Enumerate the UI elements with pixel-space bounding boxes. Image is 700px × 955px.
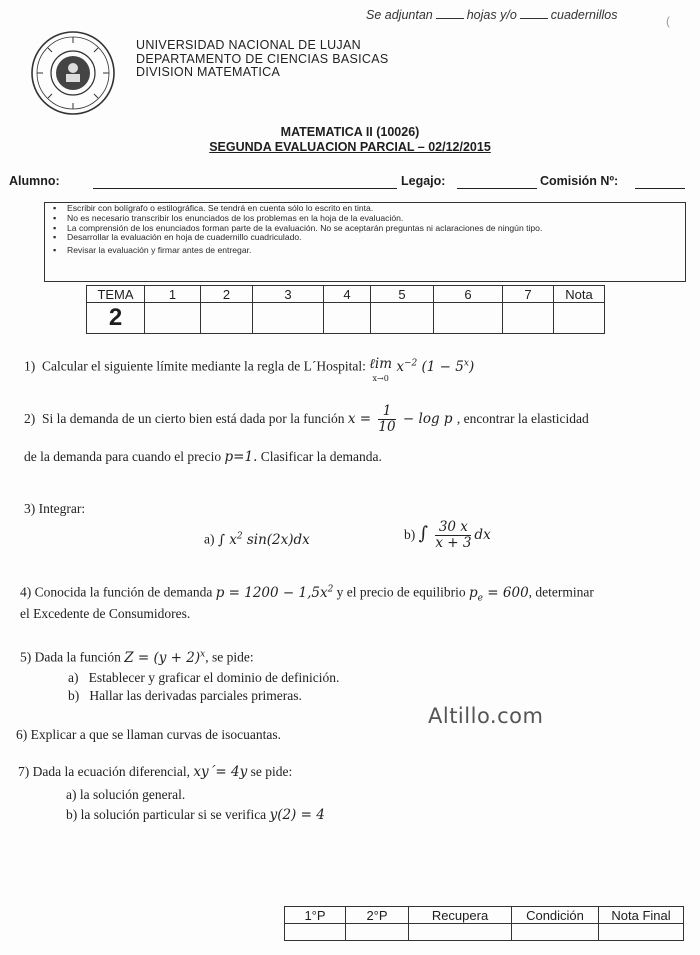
- question-2: 2) Si la demanda de un cierto bien está dada por la función x = $\frac{1}{10}$ − log p , encontrar la elasticidad: [24, 403, 589, 435]
- exam-title: MATEMATICA II (10026): [280, 125, 420, 139]
- grade-header-cell: Nota: [554, 286, 605, 303]
- final-grades-table: [284, 906, 684, 941]
- grade-cell[interactable]: [503, 303, 554, 334]
- grade-header-cell: 2: [201, 286, 253, 303]
- comision-field[interactable]: [635, 174, 685, 189]
- attachments-note: Se adjuntan hojas y/o cuadernillos: [366, 8, 618, 22]
- question-5: 5) Dada la función $Z = (y + 2)^x$, se pide:: [20, 649, 254, 666]
- final-table-values: [285, 924, 684, 941]
- instructions-box: [44, 202, 686, 282]
- final-header-cell: Recupera: [409, 907, 512, 924]
- grade-table-header: [87, 286, 605, 303]
- grade-cell[interactable]: [201, 303, 253, 334]
- final-header-cell: 1°P: [285, 907, 346, 924]
- grade-table-values: [87, 303, 605, 334]
- grade-header-cell: 7: [503, 286, 554, 303]
- final-cell[interactable]: [346, 924, 409, 941]
- final-cell[interactable]: [285, 924, 346, 941]
- grade-cell[interactable]: [324, 303, 371, 334]
- instruction-item: ▪ Escribir con bolígrafo o estilográfica. Se tendrá en cuenta sólo lo escrito en tinta.: [49, 204, 681, 214]
- grade-cell[interactable]: [434, 303, 503, 334]
- final-header-cell: Condición: [512, 907, 599, 924]
- final-cell[interactable]: [599, 924, 684, 941]
- question-7a: a) la solución general.: [66, 787, 186, 802]
- corner-mark: (: [666, 14, 670, 28]
- final-table-header: [285, 907, 684, 924]
- grade-header-cell: 4: [324, 286, 371, 303]
- fraction: $\frac{1}{10}$: [378, 403, 396, 435]
- legajo-label: Legajo:: [401, 174, 446, 188]
- question-5b: b) Hallar las derivadas parciales primeras.: [68, 688, 302, 703]
- limit-expression: ℓim x→0 $x^{-2}$ $(1 - 5^x)$: [369, 356, 475, 383]
- question-3: 3) Integrar:: [24, 501, 86, 516]
- question-3a: a) ∫ $x^2$ sin(2x)dx: [204, 531, 310, 548]
- department-name: DEPARTAMENTO DE CIENCIAS BASICAS: [136, 51, 389, 66]
- question-1: 1) Calcular el siguiente límite mediante la regla de L´Hospital: ℓim x→0 $x^{-2}$ $(1 - 5^x)$: [24, 356, 475, 383]
- legajo-field[interactable]: [457, 174, 537, 189]
- grade-cell[interactable]: [554, 303, 605, 334]
- question-4: 4) Conocida la función de demanda $p = 1200 - 1,5x^2$ y el precio de equilibrio $p_e = 600$, determinar: [20, 584, 594, 604]
- question-6: 6) Explicar a que se llaman curvas de isocuantas.: [16, 727, 282, 742]
- institution-header: [136, 39, 388, 80]
- question-5a: a) Establecer y graficar el dominio de definición.: [68, 670, 340, 685]
- comision-label: Comisión Nº:: [540, 174, 619, 188]
- question-3b: b) ∫ $\frac{30 x}{x + 3}$ dx: [404, 519, 491, 551]
- tema-number: 2: [87, 303, 145, 334]
- instruction-item: ▪ No es necesario transcribir los enunciados de los problemas en la hoja de la evaluación.: [49, 214, 681, 224]
- university-seal-icon: [30, 30, 116, 116]
- watermark: Altillo.com: [428, 704, 544, 728]
- final-cell[interactable]: [409, 924, 512, 941]
- exam-subtitle: SEGUNDA EVALUACION PARCIAL – 02/12/2015: [209, 140, 491, 154]
- grade-cell[interactable]: [371, 303, 434, 334]
- instruction-item: ▪ La comprensión de los enunciados forman parte de la evaluación. No se aceptarán preguntas ni aclaraciones de ningún tipo.: [49, 224, 681, 234]
- fraction: $\frac{30 x}{x + 3}$: [435, 519, 472, 551]
- division-name: DIVISION MATEMATICA: [136, 65, 281, 79]
- final-cell[interactable]: [512, 924, 599, 941]
- instruction-item: ▪ Desarrollar la evaluación en hoja de cuadernillo cuadriculado.: [49, 233, 681, 243]
- alumno-field[interactable]: [93, 174, 397, 189]
- grade-table: [86, 285, 605, 334]
- question-2-continued: de la demanda para cuando el precio p=1. Clasificar la demanda.: [24, 449, 382, 465]
- grade-header-cell: 1: [145, 286, 201, 303]
- grade-header-cell: TEMA: [87, 286, 145, 303]
- final-header-cell: Nota Final: [599, 907, 684, 924]
- question-7: 7) Dada la ecuación diferencial, xy´= 4y se pide:: [18, 764, 293, 780]
- final-header-cell: 2°P: [346, 907, 409, 924]
- grade-header-cell: 5: [371, 286, 434, 303]
- grade-header-cell: 6: [434, 286, 503, 303]
- university-name: UNIVERSIDAD NACIONAL DE LUJAN: [136, 38, 361, 52]
- exam-title-block: [0, 125, 700, 155]
- grade-cell[interactable]: [145, 303, 201, 334]
- grade-header-cell: 3: [253, 286, 324, 303]
- alumno-label: Alumno:: [9, 174, 60, 188]
- grade-cell[interactable]: [253, 303, 324, 334]
- instruction-item: ▪ Revisar la evaluación y firmar antes de entregar.: [49, 246, 681, 256]
- question-7b: b) la solución particular si se verifica y(2) = 4: [66, 807, 325, 823]
- question-4-continued: el Excedente de Consumidores.: [20, 606, 191, 621]
